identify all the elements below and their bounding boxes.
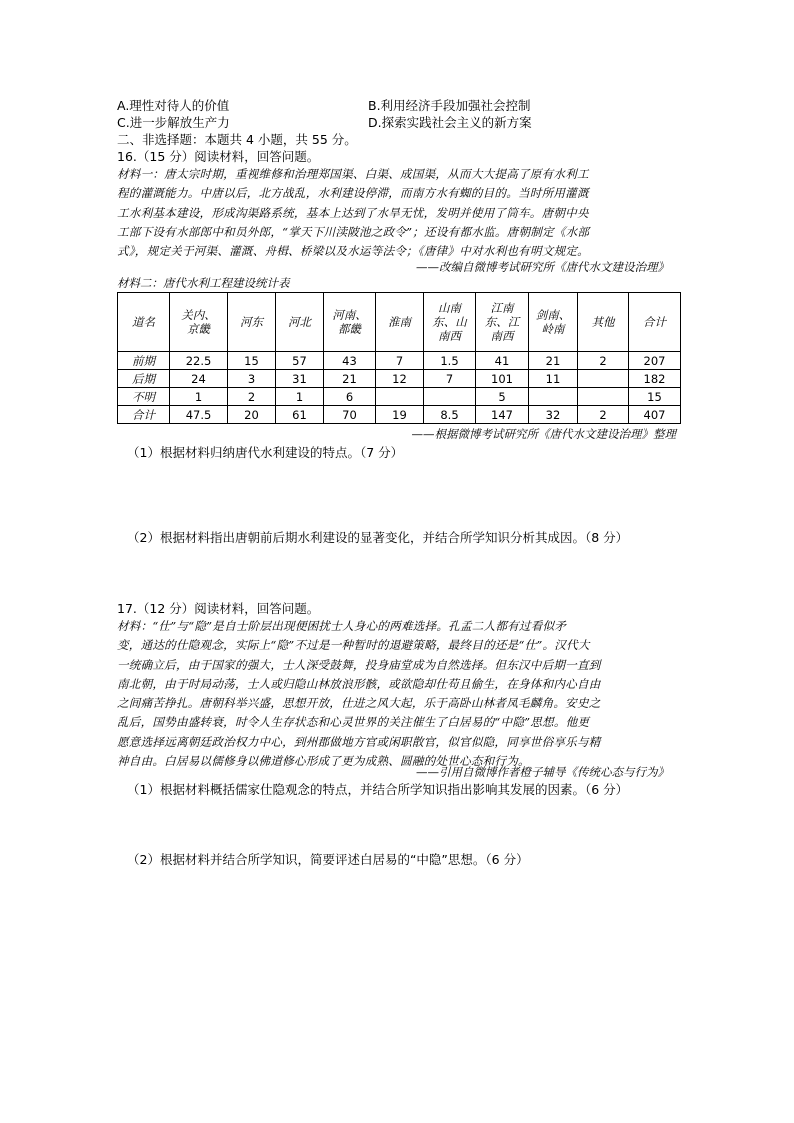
water-projects-table xyxy=(117,292,681,424)
table-header-cell: 剑南、 岭南 xyxy=(529,293,578,352)
table-cell: 8.5 xyxy=(424,406,476,424)
table-header-cell: 关内、 京畿 xyxy=(170,293,228,352)
table-cell: 20 xyxy=(228,406,276,424)
table-cell: 31 xyxy=(276,370,324,388)
table-row xyxy=(118,352,681,370)
material-line: 一统确立后，由于国家的强大，士人深受鼓舞，投身庙堂成为自然选择。但东汉中后期一直到 xyxy=(117,657,601,672)
table-header-cell: 山南 东、山 南西 xyxy=(424,293,476,352)
table-cell: 1 xyxy=(276,388,324,406)
material-line: 愿意选择远离朝廷政治权力中心，到州郡做地方官或闲职散官，似官似隐，同享世俗享乐与精 xyxy=(117,734,601,749)
table-cell: 147 xyxy=(476,406,529,424)
q17-sub2: （2）根据材料并结合所学知识，简要评述白居易的“中隐”思想。（6 分） xyxy=(127,852,529,867)
table-cell: 57 xyxy=(276,352,324,370)
table-header-cell: 河东 xyxy=(228,293,276,352)
table-cell: 41 xyxy=(476,352,529,370)
table-cell: 前期 xyxy=(118,352,170,370)
table-cell: 5 xyxy=(476,388,529,406)
table-cell: 7 xyxy=(376,352,424,370)
table-header-cell: 道名 xyxy=(118,293,170,352)
table-cell: 182 xyxy=(629,370,681,388)
table-cell: 61 xyxy=(276,406,324,424)
table-header-cell: 河北 xyxy=(276,293,324,352)
material-line: 工部下设有水部郎中和员外郎，“掌天下川渎陂池之政令”；还设有都水监。唐朝制定《水部 xyxy=(117,224,590,239)
section-heading: 二、非选择题：本题共 4 小题，共 55 分。 xyxy=(117,132,357,147)
q16-material1-source: ——改编自微博考试研究所《唐代水文建设治理》 xyxy=(416,260,669,274)
table-cell: 1 xyxy=(170,388,228,406)
table-cell: 24 xyxy=(170,370,228,388)
table-cell xyxy=(578,370,629,388)
table-cell xyxy=(424,388,476,406)
table-row xyxy=(118,370,681,388)
table-cell: 21 xyxy=(324,370,376,388)
material-line: 材料一：唐太宗时期，重视维修和治理郑国渠、白渠、成国渠，从而大大提高了原有水利工 xyxy=(117,167,589,181)
q16-sub2: （2）根据材料指出唐朝前后期水利建设的显著变化，并结合所学知识分析其成因。（8 分） xyxy=(127,530,629,545)
table-row xyxy=(118,406,681,424)
material-line: 变，通达的仕隐观念，实际上“隐”不过是一种暂时的退避策略，最终目的还是“仕”。汉代大 xyxy=(117,638,590,653)
table-row xyxy=(118,388,681,406)
table-cell: 21 xyxy=(529,352,578,370)
material-line: 材料：“仕”与“隐”是自士阶层出现便困扰士人身心的两难选择。孔孟二人都有过看似矛 xyxy=(117,619,567,633)
table-header-row xyxy=(118,293,681,352)
q16-sub1: （1）根据材料归纳唐代水利建设的特点。（7 分） xyxy=(127,445,404,460)
table-cell: 不明 xyxy=(118,388,170,406)
table-cell: 407 xyxy=(629,406,681,424)
table-cell: 32 xyxy=(529,406,578,424)
material-line: 式》，规定关于河渠、灌溉、舟楫、桥梁以及水运等法令；《唐律》中对水利也有明文规定。 xyxy=(117,244,589,259)
option-c: C.进一步解放生产力 xyxy=(117,115,230,130)
q16-material1 xyxy=(117,165,589,261)
table-cell: 43 xyxy=(324,352,376,370)
table-cell: 207 xyxy=(629,352,681,370)
table-cell: 3 xyxy=(228,370,276,388)
table-header-cell: 合计 xyxy=(629,293,681,352)
table-cell: 15 xyxy=(629,388,681,406)
material-line: 神自由。白居易以儒修身以佛道修心形成了更为成熟、圆融的处世心态和行为。 xyxy=(117,754,530,769)
table-header-cell: 淮南 xyxy=(376,293,424,352)
table-cell: 11 xyxy=(529,370,578,388)
table-cell: 22.5 xyxy=(170,352,228,370)
table-cell: 2 xyxy=(578,406,629,424)
table-cell: 70 xyxy=(324,406,376,424)
option-b: B.利用经济手段加强社会控制 xyxy=(368,98,531,113)
table-cell: 12 xyxy=(376,370,424,388)
table-cell: 15 xyxy=(228,352,276,370)
option-d: D.探索实践社会主义的新方案 xyxy=(368,115,532,130)
table-cell: 后期 xyxy=(118,370,170,388)
table-cell: 101 xyxy=(476,370,529,388)
q16-material2-title: 材料二：唐代水利工程建设统计表 xyxy=(117,276,290,290)
q16-table-source: ——根据微博考试研究所《唐代水文建设治理》整理 xyxy=(411,427,676,441)
table-cell: 合计 xyxy=(118,406,170,424)
table-cell: 2 xyxy=(228,388,276,406)
table-cell: 6 xyxy=(324,388,376,406)
option-a: A.理性对待人的价值 xyxy=(117,98,230,113)
material-line: 工水利基本建设，形成沟渠路系统，基本上达到了水旱无忧，发明并使用了筒车。唐朝中央 xyxy=(117,205,589,220)
table-cell xyxy=(529,388,578,406)
table-cell: 2 xyxy=(578,352,629,370)
material-line: 之间痛苦挣扎。唐朝科举兴盛，思想开放，仕进之风大起，乐于高卧山林者凤毛麟角。安史之 xyxy=(117,696,601,711)
table-header-cell: 江南 东、江 南西 xyxy=(476,293,529,352)
table-cell: 47.5 xyxy=(170,406,228,424)
table-cell xyxy=(376,388,424,406)
q16-title: 16.（15 分）阅读材料，回答问题。 xyxy=(117,149,320,164)
table-cell: 19 xyxy=(376,406,424,424)
q17-material xyxy=(117,617,601,771)
q17-sub1: （1）根据材料概括儒家仕隐观念的特点，并结合所学知识指出影响其发展的因素。（6 分） xyxy=(127,782,629,797)
q17-title: 17.（12 分）阅读材料，回答问题。 xyxy=(117,601,320,616)
material-line: 乱后，国势由盛转衰，时令人生存状态和心灵世界的关注催生了白居易的“中隐”思想。他更 xyxy=(117,715,590,730)
material-line: 程的灌溉能力。中唐以后，北方战乱，水利建设停滞，而南方水有蜘的目的。当时所用灌溉 xyxy=(117,186,589,201)
material-line: 南北朝，由于时局动荡，士人或归隐山林放浪形骸，或欲隐却仕苟且偷生，在身体和内心自由 xyxy=(117,676,601,691)
table-header-cell: 河南、 都畿 xyxy=(324,293,376,352)
table-cell: 7 xyxy=(424,370,476,388)
q17-material-source: ——引用自微博作者橙子辅导《传统心态与行为》 xyxy=(416,765,669,779)
table-cell xyxy=(578,388,629,406)
table-header-cell: 其他 xyxy=(578,293,629,352)
table-cell: 1.5 xyxy=(424,352,476,370)
